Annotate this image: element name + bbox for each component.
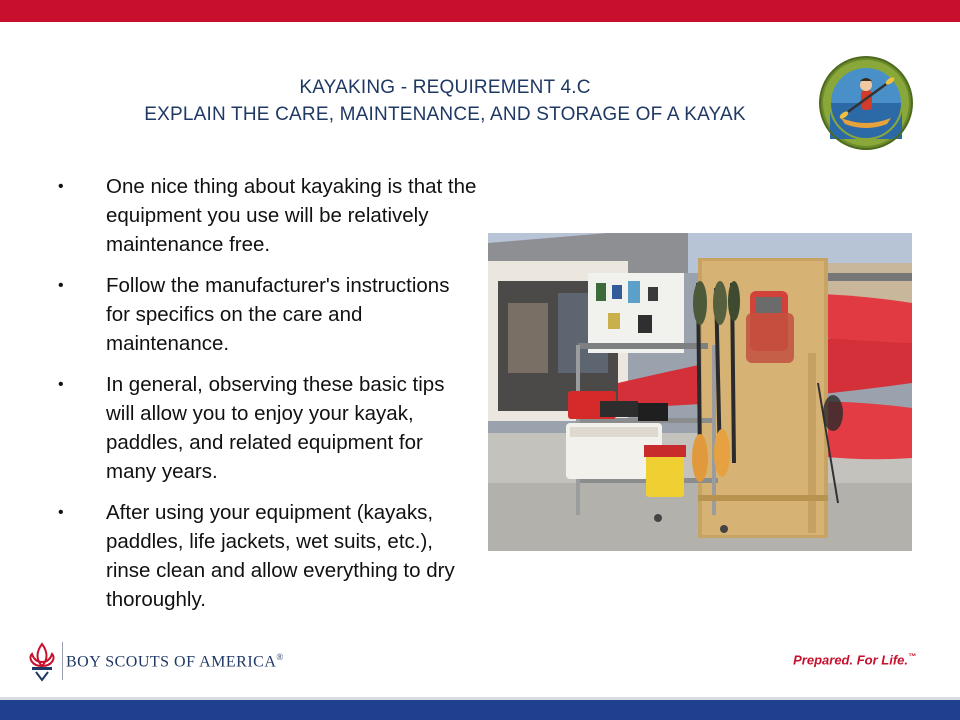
- motto: [793, 652, 916, 667]
- bottom-accent-bar: [0, 700, 960, 720]
- bullet-item: [58, 172, 478, 259]
- bullet-list: [58, 172, 478, 626]
- bullet-item: [58, 498, 478, 614]
- bullet-dot: •: [58, 178, 64, 195]
- bullet-text: One nice thing about kayaking is that the equipment you use will be relatively maintenance free.: [106, 175, 477, 256]
- org-name: [66, 652, 284, 671]
- motto-text: Prepared. For Life.: [793, 652, 908, 668]
- bullet-dot: •: [58, 277, 64, 294]
- bullet-item: [58, 271, 478, 358]
- slide-title-line1: KAYAKING - REQUIREMENT 4.C: [299, 77, 591, 98]
- bullet-text: In general, observing these basic tips will allow you to enjoy your kayak, paddles, and related equipment for many years.: [106, 373, 445, 483]
- slide-title-line2: EXPLAIN THE CARE, MAINTENANCE, AND STORAGE OF A KAYAK: [144, 104, 746, 125]
- kayak-storage-rack-photo: [488, 233, 912, 551]
- fleur-de-lis-icon: [30, 644, 53, 680]
- kayaking-merit-badge-icon: [819, 56, 913, 150]
- bullet-dot: •: [58, 376, 64, 393]
- org-mark: ®: [276, 652, 284, 662]
- logo-divider: [62, 642, 63, 680]
- top-accent-bar: [0, 0, 960, 22]
- motto-mark: ™: [908, 652, 916, 661]
- bullet-text: Follow the manufacturer's instructions for specifics on the care and maintenance.: [106, 274, 450, 355]
- org-name-text: BOY SCOUTS OF AMERICA: [66, 653, 277, 671]
- bullet-text: After using your equipment (kayaks, paddles, life jackets, wet suits, etc.), rinse clean and allow everything to dry thoroughly.: [106, 501, 455, 611]
- bullet-dot: •: [58, 504, 64, 521]
- bullet-item: [58, 370, 478, 486]
- slide-title: [60, 74, 830, 128]
